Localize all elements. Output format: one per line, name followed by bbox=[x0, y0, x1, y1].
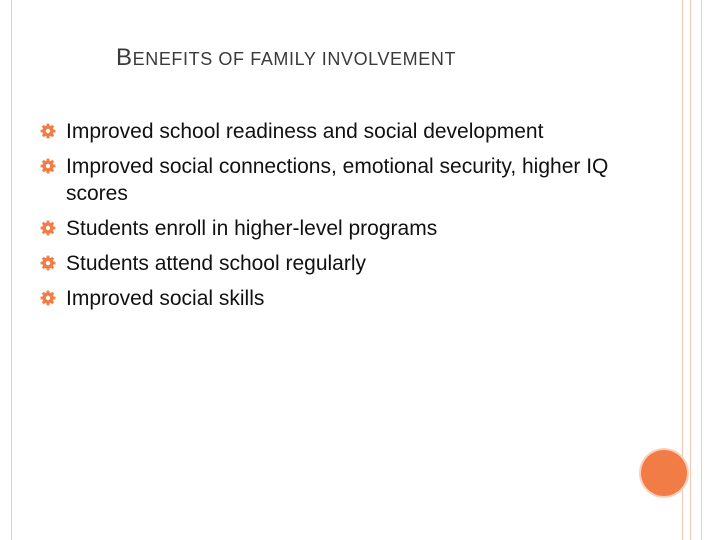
gear-icon bbox=[40, 123, 56, 139]
bullet-list bbox=[40, 118, 640, 320]
bullet-text: Students enroll in higher-level programs bbox=[66, 217, 438, 240]
gear-icon bbox=[40, 158, 56, 174]
list-item bbox=[40, 215, 640, 242]
gear-icon bbox=[40, 255, 56, 271]
title-initial: B bbox=[116, 44, 133, 71]
list-item bbox=[40, 285, 640, 312]
slide-title bbox=[116, 44, 456, 72]
list-item bbox=[40, 153, 640, 207]
right-border-line bbox=[701, 0, 702, 540]
left-border-line bbox=[11, 0, 12, 540]
gear-icon bbox=[40, 290, 56, 306]
title-text: ENEFITS OF FAMILY INVOLVEMENT bbox=[132, 49, 457, 69]
decorative-circle bbox=[641, 450, 687, 496]
bullet-text: Improved social skills bbox=[66, 287, 265, 310]
list-item bbox=[40, 250, 640, 277]
bullet-text: Students attend school regularly bbox=[66, 252, 367, 275]
gear-icon bbox=[40, 220, 56, 236]
bullet-text: Improved social connections, emotional security, higher IQ scores bbox=[66, 155, 609, 205]
right-border-line bbox=[690, 0, 691, 540]
list-item bbox=[40, 118, 640, 145]
bullet-text: Improved school readiness and social development bbox=[66, 120, 544, 143]
